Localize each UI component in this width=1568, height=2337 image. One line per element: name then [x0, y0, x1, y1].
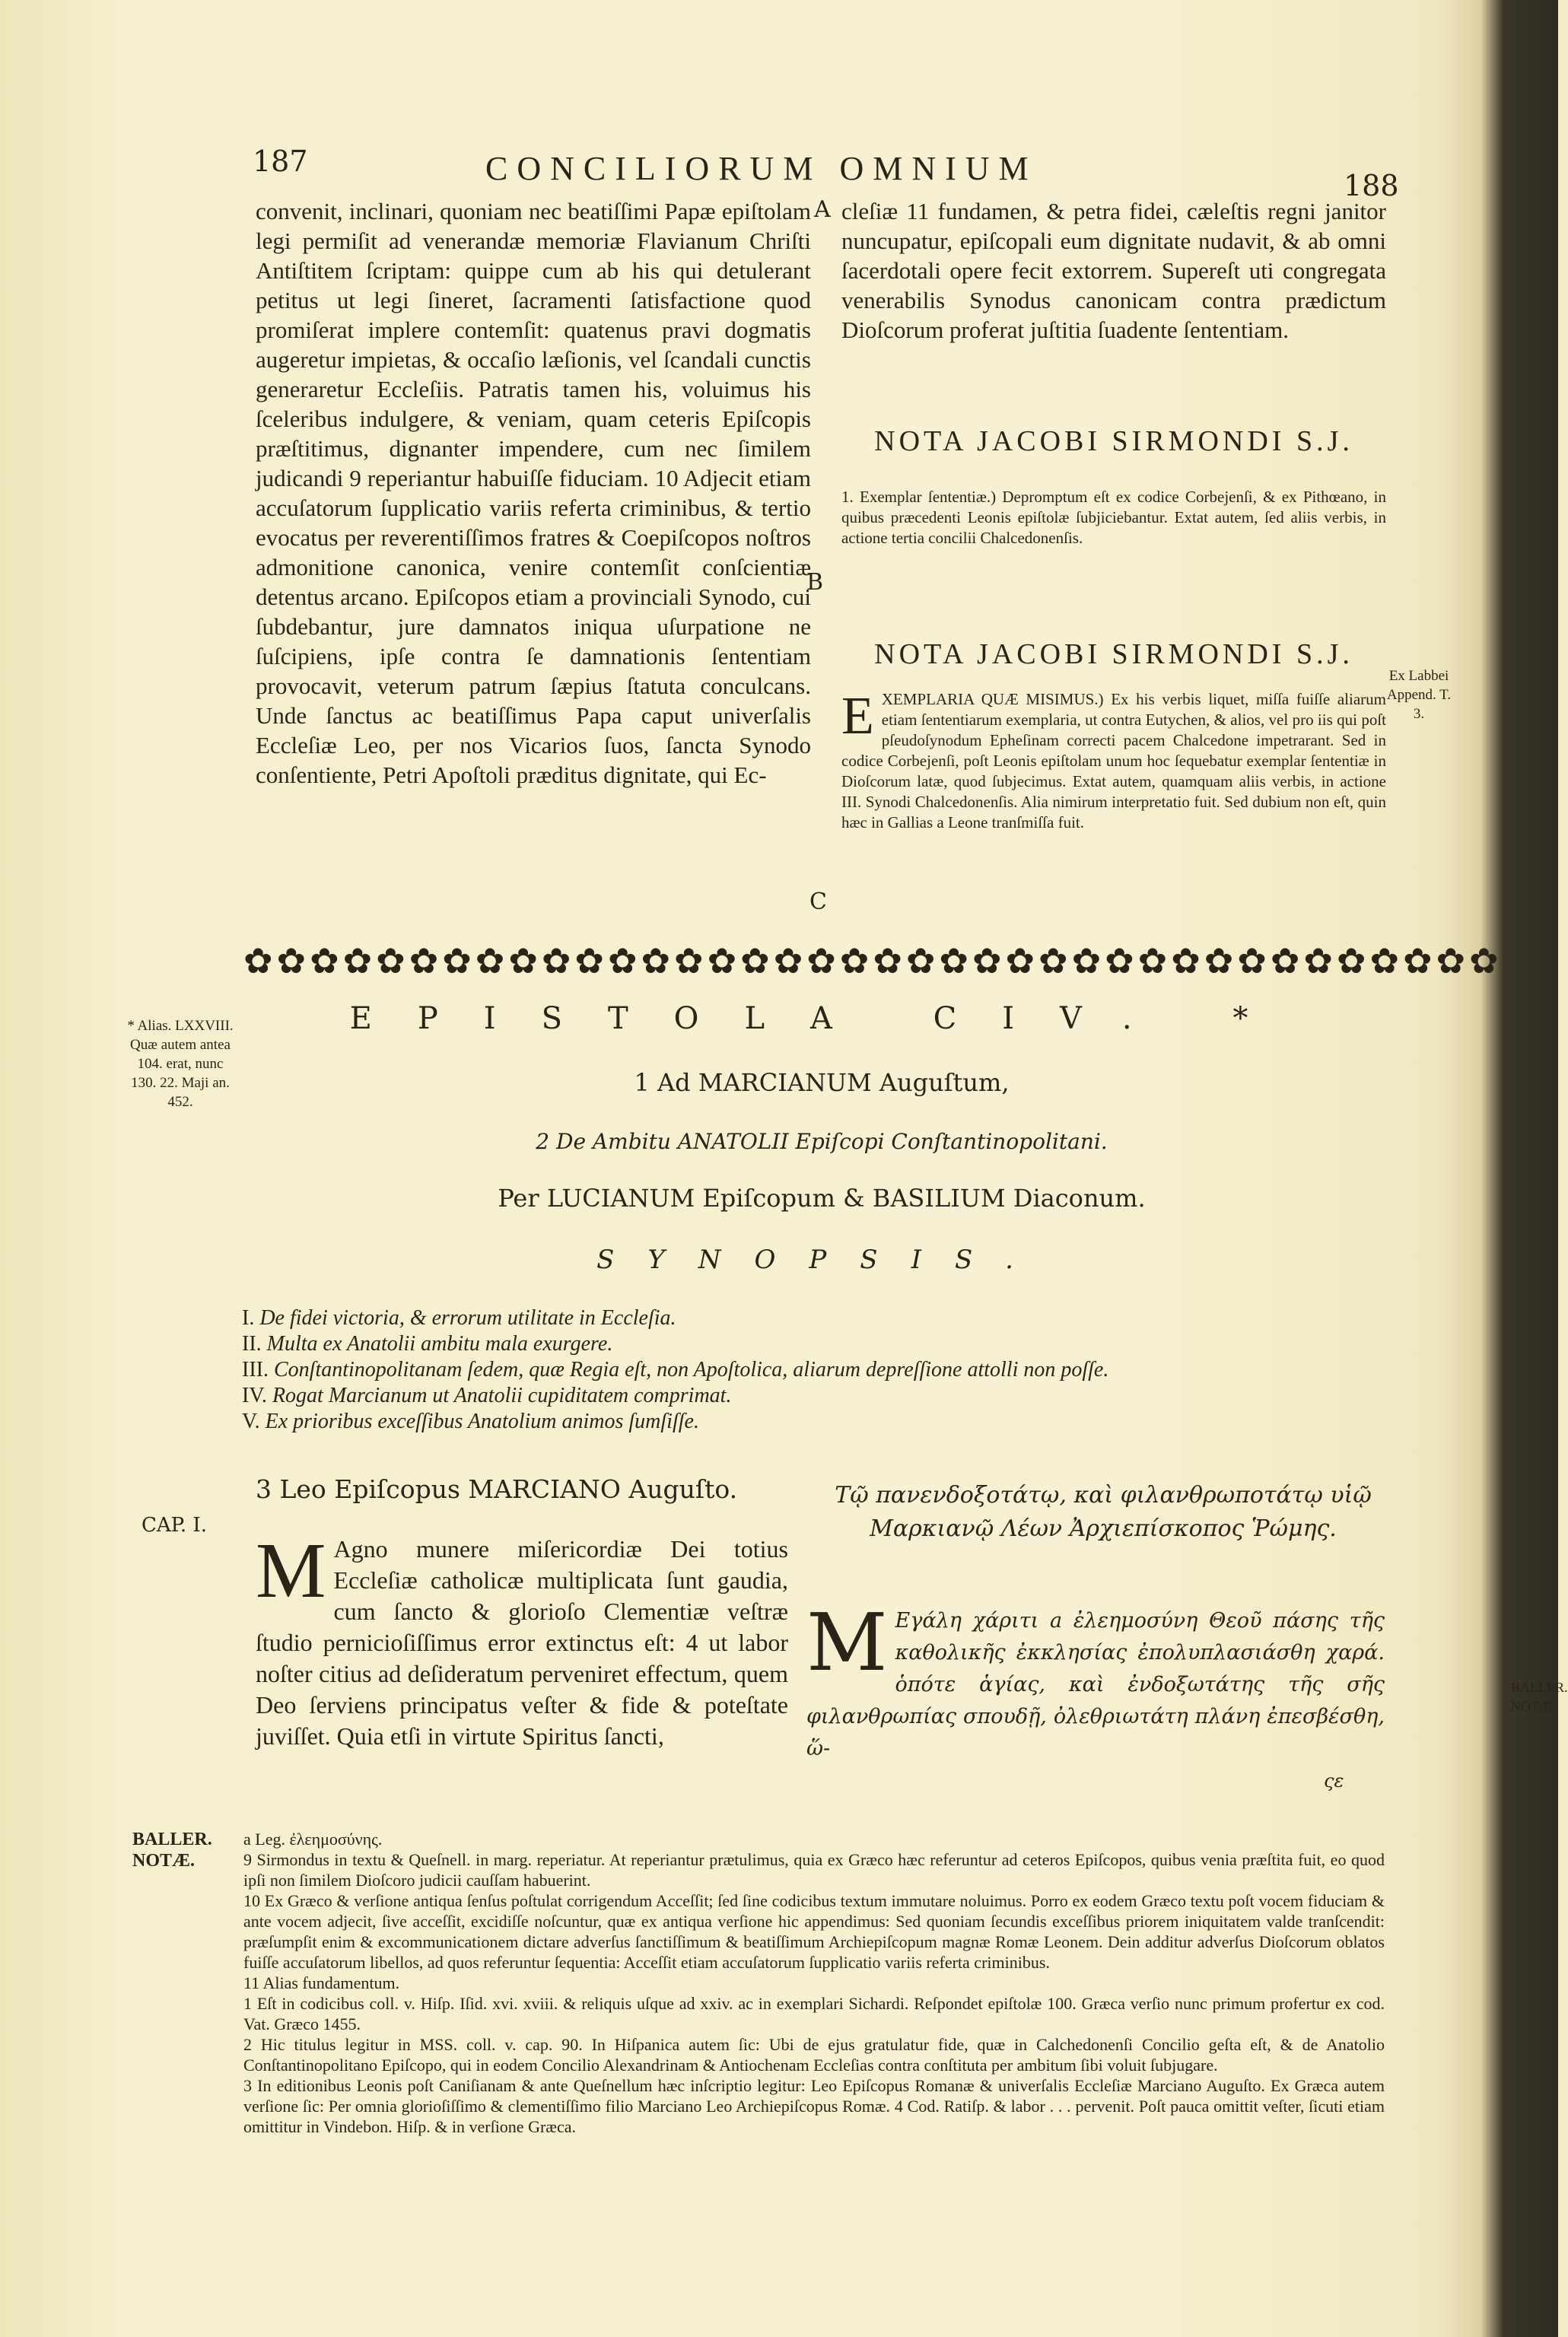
col-letter-c: C — [809, 889, 827, 915]
note-dropcap: E — [841, 687, 874, 746]
synopsis-text: Ex prioribus exceſſibus Anatolium animos ſumſiſſe. — [265, 1410, 699, 1433]
col-letter-b: B — [806, 569, 824, 596]
footnote: 1 Eſt in codicibus coll. v. Hiſp. Iſid. xvi. xviii. & reliquis uſque ad xxiv. ac in exemplari Sichardi. Reſpondet epiſtolæ 100. Græca verſio nunc primum profertur ex cod. Vat. Græco 1455. — [243, 1994, 1385, 2033]
synopsis-num: IV. — [242, 1384, 267, 1407]
footnote: 11 Alias fundamentum. — [243, 1973, 400, 1992]
note-heading-1: NOTA JACOBI SIRMONDI S.J. — [874, 425, 1353, 457]
footnote: 9 Sirmondus in textu & Queſnell. in marg. reperiatur. At reperiantur prætulimus, quia ex Græco hæc referuntur ad ceteros Epiſcopos, quibus venia præſtita fuit, eo quod ipſi non ſimilem Dioſcoro judicii cauſſam habuerint. — [243, 1850, 1385, 1890]
synopsis-title: SYNOPSIS. — [596, 1245, 1047, 1275]
synopsis-text: Multa ex Anatolii ambitu mala exurgere. — [266, 1332, 613, 1356]
greek-letter-text: Εγάλη χάριτι a ἐλεημοσύνη Θεοῦ πάσης τῆς καθολικῆς ἐκκλησίας ἐπολυπλασιάσθη χαρά. ὁπότε ἁγίας, καὶ ἐνδοξωτάτης τῆς σῆς φιλανθρωπίας σπουδῇ, ὀλεθριωτάτη πλάνη ἐπεσβέσθη, ὥ- — [806, 1609, 1385, 1760]
synopsis-text: Conſtantinopolitanam ſedem, quæ Regia eſt, non Apoſtolica, aliarum depreſſione attolli non poſſe. — [273, 1358, 1109, 1382]
epistle-title: EPISTOLA CIV. * — [349, 1001, 1294, 1036]
synopsis-text: De fidei victoria, & errorum utilitate in Eccleſia. — [259, 1306, 676, 1330]
page-number-right: 188 — [1344, 169, 1399, 202]
footnotes — [243, 1829, 1385, 2137]
synopsis-list — [242, 1305, 1414, 1435]
note-heading-2: NOTA JACOBI SIRMONDI S.J. — [874, 638, 1353, 670]
latin-letter-text: Agno munere miſericordiæ Dei totius Eccleſiæ catholicæ multiplicata ſunt gaudia, cum ſancto & glorioſo Clementiæ veſtræ ſtudio pernicioſiſſimus error extinctus eſt: 4 ut labor noſter citius ad deſideratum perveniret effectum, quem Deo ſerviens principatus veſter & fide & poteſtate juviſſet. Quia etſi in virtute Spiritus ſancti, — [256, 1535, 788, 1750]
note-text-2 — [841, 689, 1386, 833]
footnote: 2 Hic titulus legitur in MSS. coll. v. cap. 90. In Hiſpanica autem ſic: Ubi de ejus gratulatur fide, quæ in Calchedonenſi Concilio geſta eſt, & de Anatolio Conſtantinopolitano Epiſcopo, qui in eodem Concilio Alexandrinam & Antiochenam Eccleſias contra conſtituta per ambitum ſibi voluit ſubjugare. — [243, 2035, 1385, 2075]
greek-catchword: ςε — [1324, 1770, 1344, 1792]
chapter-label: CAP. I. — [142, 1514, 207, 1537]
synopsis-num: II. — [242, 1332, 262, 1356]
synopsis-num: V. — [242, 1410, 260, 1433]
left-column — [256, 196, 811, 790]
ornament-band: ✿✿✿✿✿✿✿✿✿✿✿✿✿✿✿✿✿✿✿✿✿✿✿✿✿✿✿✿✿✿✿✿✿✿✿✿✿✿ — [243, 940, 1503, 981]
margin-note-alias: * Alias. LXXVIII. Quæ autem antea 104. erat, nunc 130. 22. Maji an. 452. — [127, 1018, 234, 1110]
footnote: 3 In editionibus Leonis poſt Caniſianam & ante Queſnellum hæc inſcriptio legitur: Leo Epiſcopus Romanæ & univerſalis Eccleſiæ Marciano Auguſto. Ex Græca autem verſione ſic: Per omnia glorioſiſſimo & clementiſſimo filio Marciano Leo Archiepiſcopus Romæ. 4 Cod. Ratiſp. & labor . . . pervenit. Poſt pauca omittit veſter, ſicuti etiam omittitur in Vindebon. Hiſp. & in verſione Græca. — [243, 2076, 1385, 2136]
greek-letter-body — [806, 1596, 1385, 1765]
synopsis-item — [242, 1357, 1414, 1383]
synopsis-item — [242, 1409, 1414, 1435]
page-number-left: 187 — [253, 145, 308, 178]
latin-dropcap: M — [256, 1527, 326, 1614]
right-column-text: cleſiæ 11 fundamen, & petra fidei, cæleſtis regni janitor nuncupatur, epiſcopali eum dignitate nudavit, & ab omni ſacerdotali opere fecit extorrem. Supereſt uti congregata venerabilis Synodus canonicam contra prædictum Dioſcorum proferat juſtitia ſuadente ſententiam. — [841, 198, 1386, 343]
running-title: CONCILIORUM OMNIUM — [485, 150, 1038, 187]
synopsis-item — [242, 1383, 1414, 1409]
synopsis-num: III. — [242, 1358, 269, 1382]
latin-salutation: 3 Leo Epiſcopus MARCIANO Auguſto. — [256, 1474, 738, 1504]
epistle-address-line: 1 Ad MARCIANUM Auguſtum, — [634, 1068, 1010, 1097]
footnote: 10 Ex Græco & verſione antiqua ſenſus poſtulat corrigendum Acceſſit; ſed ſine codicibus textum immutare noluimus. Porro ex eodem Græco textu poſt vocem fiduciam & ante vocem adjecit, ſive acceſſit, excidiſſe noſcuntur, quæ ex antiqua verſione hic appendimus: Sed quoniam ſecundis exceſſibus priorem iniquitatem valde tranſcendit: præſumpſit enim & excommunicationem dictare adverſus ſanctiſſimum & beatiſſimum Archiepiſcopum magnæ Romæ Leonem. Dein additur adverſus Dioſcorum oblatos fuiſſe accuſatorum libellos, ad quos referuntur ſequentia: Acceſſit etiam accuſatorum ſupplicatio variis referta criminibus. — [243, 1891, 1385, 1972]
epistle-subject-line: 2 De Ambitu ANATOLII Epiſcopi Conſtantinopolitani. — [536, 1129, 1108, 1154]
margin-note-baller: BALLER. NOTÆ. — [1511, 1680, 1568, 1714]
latin-letter-body — [256, 1527, 788, 1752]
left-column-text: convenit, inclinari, quoniam nec beatiſſimi Papæ epiſtolam legi permiſit ad venerandæ memoriæ Flavianum Chriſti Antiſtitem ſcriptam: quippe cum ab his qui detulerant petitus ut legi ſineret, ſacramenti ſatisfactione quod promiſerat implere contemſit: quatenus pravi dogmatis augeretur impietas, & occaſio læſionis, vel ſcandali cunctis generaretur Eccleſiis. Patratis tamen his, voluimus his ſceleribus indulgere, & veniam, quam ceteris Epiſcopis præſtitimus, dignanter impendere, cum nec ſimilem judicandi 9 reperiantur habuiſſe fiduciam. 10 Adjecit etiam accuſatorum ſupplicatio variis referta criminibus, & tertio evocatus per reverentiſſimos fratres & Coepiſcopos noſtros admonitione canonica, venire contemſit conſcientiæ detentus arcano. Epiſcopos etiam a provinciali Synodo, cui ſubdebantur, jure damnatos iniqua uſurpatione ne ſuſcipiens, ipſe contra ſe damnationis ſententiam provocavit, veterum patrum ſæpius ſtatuta conculcans. Unde ſanctus ac beatiſſimus Papa caput univerſalis Eccleſiæ Leo, per nos Vicarios ſuos, ſancta Synodo conſentiente, Petri Apoſtoli præditus dignitate, qui Ec- — [256, 198, 811, 788]
synopsis-text: Rogat Marcianum ut Anatolii cupiditatem comprimat. — [272, 1384, 732, 1407]
synopsis-item — [242, 1305, 1414, 1331]
margin-note-labbei: Ex Labbei Append. T. 3. — [1386, 668, 1452, 722]
greek-salutation: Τῷ πανενδοξοτάτῳ, καὶ φιλανθρωποτάτῳ υἱῷ Μαρκιανῷ Λέων Ἀρχιεπίσκοπος Ῥώμης. — [835, 1482, 1372, 1542]
footnote: a Leg. ἐλεημοσύνης. — [243, 1830, 383, 1849]
synopsis-num: I. — [242, 1306, 255, 1330]
notes-label: BALLER. NOTÆ. — [132, 1830, 212, 1871]
col-letter-a: A — [814, 196, 831, 223]
greek-dropcap: M — [806, 1596, 888, 1689]
note-text-1: 1. Exemplar ſententiæ.) Depromptum eſt ex codice Corbejenſi, & ex Pithœano, in quibus præcedenti Leonis epiſtolæ ſubjiciebantur. Extat autem, ſed aliis verbis, in actione tertia concilii Chalcedonenſis. — [841, 488, 1386, 547]
synopsis-item — [242, 1331, 1414, 1357]
note-body-2: XEMPLARIA QUÆ MISIMUS.) Ex his verbis liquet, miſſa fuiſſe aliarum etiam ſententiarum exemplaria, ut contra Eutychen, & alios, vel pro iis qui poſt pſeudoſynodum Epheſinam correcti pacem Chalcedone impetrarant. Sed in codice Corbejenſi, poſt Leonis epiſtolam unum hoc ſequebatur exemplar ſententiæ in Dioſcorum latæ, quod ſubjecimus. Extat autem, quamquam aliis verbis, in actione III. Synodi Chalcedonenſis. Alia nimirum interpretatio fuit. Sed dubium non eſt, quin hæc in Gallias a Leone tranſmiſſa fuit. — [841, 690, 1386, 831]
epistle-bearers-line: Per LUCIANUM Epiſcopum & BASILIUM Diaconum. — [498, 1184, 1146, 1213]
